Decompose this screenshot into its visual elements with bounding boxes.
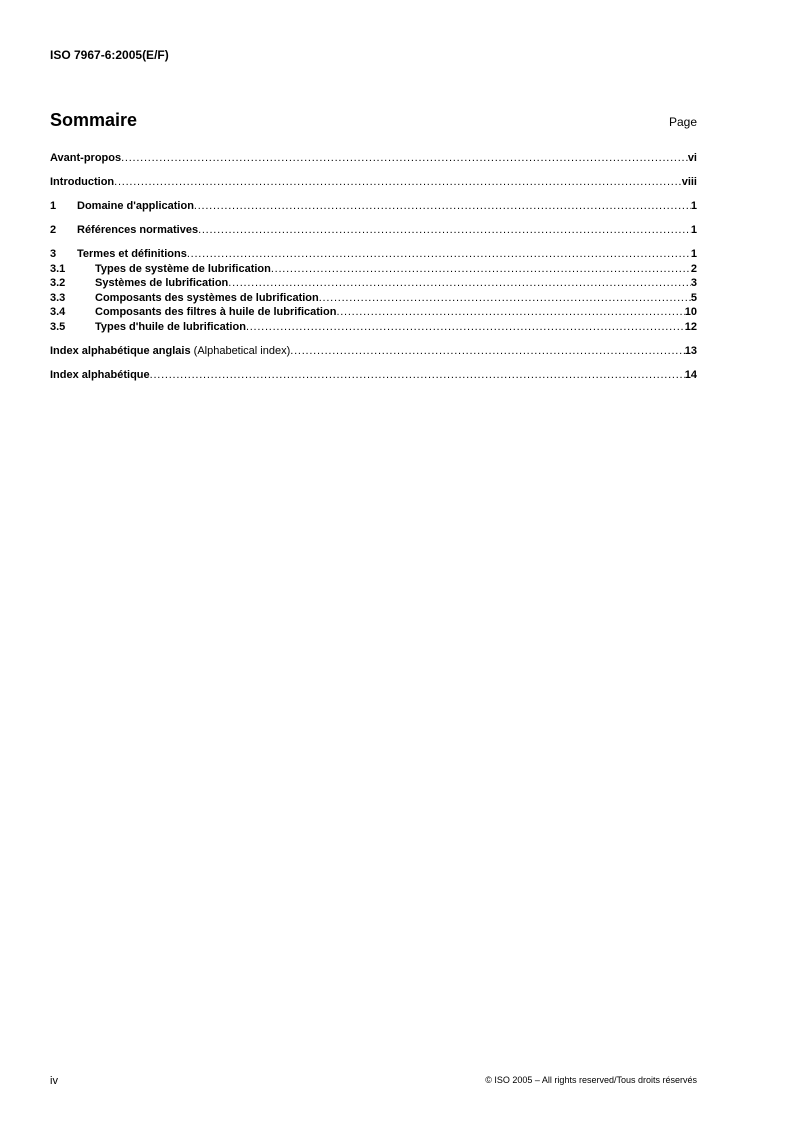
toc-entry-number: 3 (50, 248, 57, 260)
page-number: iv (50, 1075, 58, 1087)
toc-entry-label: Composants des systèmes de lubrification (95, 291, 319, 304)
toc-entry-number: 3.3 (50, 291, 66, 304)
toc-entry-page: 1 (690, 248, 697, 260)
toc-entry-page: 2 (690, 262, 697, 275)
toc-dot-leader (121, 151, 688, 166)
toc-entry-introduction[interactable] (50, 175, 697, 190)
toc-entry-label: Index alphabétique (50, 368, 150, 381)
toc-dot-leader (194, 199, 691, 214)
toc-entry-number: 3.1 (50, 262, 66, 275)
toc-dot-leader (150, 368, 685, 383)
toc-entry-page: viii (681, 176, 697, 188)
toc-entry-number: 3.2 (50, 277, 66, 289)
toc-entry-label: Domaine d'application (77, 200, 194, 212)
toc-entry-label: Avant-propos (50, 152, 122, 164)
toc-entry-number: 2 (50, 224, 57, 236)
toc-entry-section-3-1[interactable] (50, 262, 697, 277)
toc-entry-page: 10 (684, 306, 697, 318)
toc-entry-section-3-2[interactable] (50, 276, 697, 291)
toc-entry-page: 13 (684, 344, 697, 357)
toc-dot-leader (336, 305, 684, 320)
toc-dot-leader (198, 223, 691, 238)
toc-entry-page: 3 (690, 277, 697, 289)
toc-entry-section-3-3[interactable] (50, 291, 697, 306)
toc-entry-label: Composants des filtres à huile de lubrification (95, 306, 337, 318)
toc-entry-page: 1 (690, 200, 697, 212)
toc-title-row (50, 110, 697, 131)
toc-title: Sommaire (50, 110, 138, 130)
toc-dot-leader (114, 175, 682, 190)
toc-entry-number: 3.5 (50, 320, 66, 333)
toc-entry-label-extra: (Alphabetical index) (190, 344, 291, 357)
toc-entry-index-anglais[interactable] (50, 344, 697, 359)
toc-entry-section-3[interactable] (50, 247, 697, 262)
toc-entry-section-2[interactable] (50, 223, 697, 238)
toc-entry-section-3-5[interactable] (50, 320, 697, 335)
toc-dot-leader (228, 276, 691, 291)
toc-entry-index[interactable] (50, 368, 697, 383)
toc-entry-section-3-4[interactable] (50, 305, 697, 320)
toc-entry-label: Termes et définitions (77, 248, 187, 260)
toc-entry-label: Références normatives (77, 224, 199, 236)
toc-entry-label: Introduction (50, 176, 115, 188)
toc-entry-page: 12 (684, 320, 697, 333)
document-id: ISO 7967-6:2005(E/F) (50, 48, 169, 62)
toc-entry-avant-propos[interactable] (50, 151, 697, 166)
toc-entry-section-1[interactable] (50, 199, 697, 214)
toc-entry-number: 1 (50, 200, 57, 212)
toc-entry-label: Types d'huile de lubrification (95, 320, 246, 333)
toc-entry-page: 5 (690, 291, 697, 304)
table-of-contents (50, 151, 697, 382)
toc-entry-page: 1 (690, 224, 697, 236)
toc-page-label: Page (668, 115, 697, 129)
toc-dot-leader (187, 247, 691, 262)
toc-entry-page: vi (687, 152, 697, 164)
toc-dot-leader (290, 344, 684, 359)
toc-entry-label: Types de système de lubrification (95, 262, 271, 275)
toc-entry-page: 14 (684, 368, 697, 381)
toc-entry-label: Index alphabétique anglais (Alphabetical index) (50, 344, 291, 357)
toc-dot-leader (319, 291, 691, 306)
toc-dot-leader (271, 262, 691, 277)
toc-entry-number: 3.4 (50, 306, 66, 318)
toc-dot-leader (246, 320, 685, 335)
copyright-notice: © ISO 2005 – All rights reserved/Tous droits réservés (485, 1075, 697, 1085)
toc-entry-label: Systèmes de lubrification (95, 277, 229, 289)
